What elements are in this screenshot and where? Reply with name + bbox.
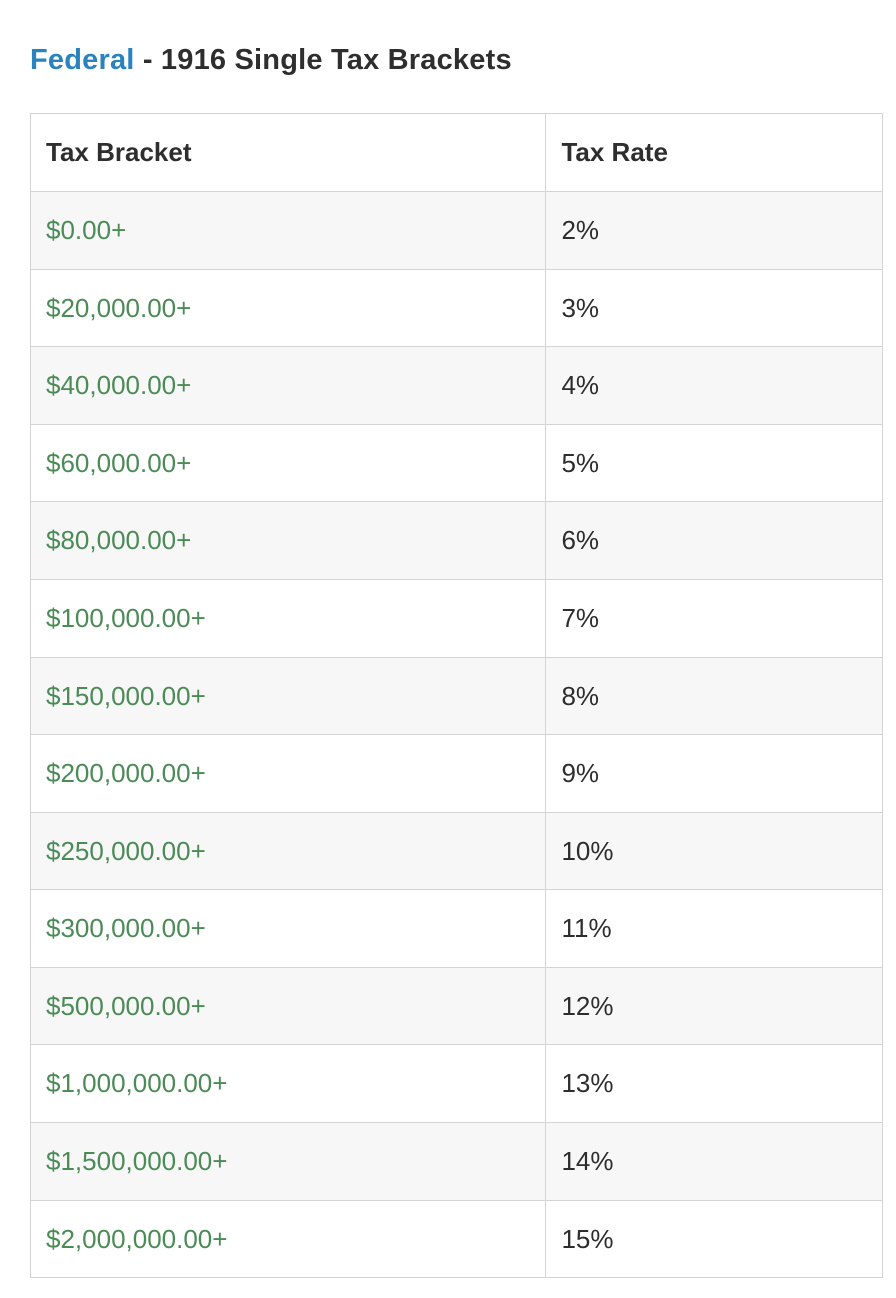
tax-bracket-value: $200,000.00+ [31,735,546,813]
tax-brackets-table [30,113,883,1278]
tax-bracket-value: $0.00+ [31,191,546,269]
table-body [31,191,883,1277]
tax-bracket-value: $250,000.00+ [31,812,546,890]
table-row [31,890,883,968]
tax-bracket-value: $1,500,000.00+ [31,1123,546,1201]
tax-bracket-value: $20,000.00+ [31,269,546,347]
table-row [31,657,883,735]
table-row [31,347,883,425]
tax-bracket-value: $80,000.00+ [31,502,546,580]
table-row [31,967,883,1045]
tax-bracket-value: $40,000.00+ [31,347,546,425]
col-header-tax-rate: Tax Rate [546,114,883,192]
table-row [31,812,883,890]
tax-rate-value: 9% [546,735,883,813]
tax-rate-value: 3% [546,269,883,347]
tax-bracket-value: $2,000,000.00+ [31,1200,546,1278]
tax-bracket-value: $60,000.00+ [31,424,546,502]
page-title-suffix: - 1916 Single Tax Brackets [134,44,512,76]
tax-rate-value: 11% [546,890,883,968]
tax-rate-value: 10% [546,812,883,890]
table-row [31,502,883,580]
tax-rate-value: 5% [546,424,883,502]
table-header-row [31,114,883,192]
tax-rate-value: 8% [546,657,883,735]
tax-rate-value: 2% [546,191,883,269]
page-title [30,44,883,77]
federal-link[interactable]: Federal [30,44,135,76]
table-row [31,579,883,657]
tax-rate-value: 15% [546,1200,883,1278]
table-row [31,424,883,502]
tax-bracket-value: $150,000.00+ [31,657,546,735]
tax-rate-value: 4% [546,347,883,425]
tax-bracket-value: $500,000.00+ [31,967,546,1045]
table-row [31,1123,883,1201]
table-row [31,1045,883,1123]
table-row [31,735,883,813]
tax-rate-value: 6% [546,502,883,580]
table-row [31,191,883,269]
tax-rate-value: 14% [546,1123,883,1201]
tax-rate-value: 12% [546,967,883,1045]
table-row [31,269,883,347]
tax-bracket-value: $300,000.00+ [31,890,546,968]
tax-bracket-value: $100,000.00+ [31,579,546,657]
col-header-tax-bracket: Tax Bracket [31,114,546,192]
table-row [31,1200,883,1278]
tax-bracket-value: $1,000,000.00+ [31,1045,546,1123]
tax-rate-value: 7% [546,579,883,657]
tax-rate-value: 13% [546,1045,883,1123]
